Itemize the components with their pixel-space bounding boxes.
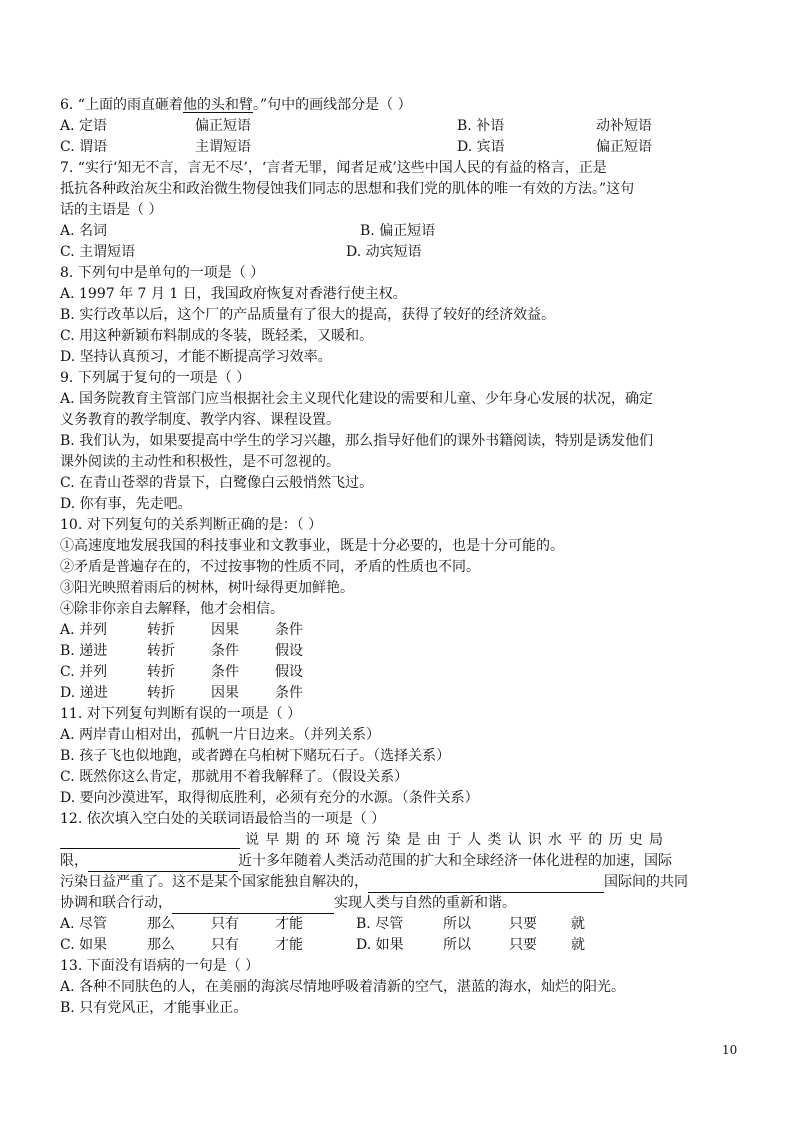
question-9-option-b-line-1: B. 我们认为，如果要提高中学生的学习兴趣，那么指导好他们的课外书籍阅读，特别是诱发他们 — [60, 433, 654, 449]
question-12-options-row-2: C. 如果 那么 只有 才能 D. 如果 所以 只要 就 — [60, 937, 585, 953]
page-number: 10 — [722, 1043, 738, 1057]
question-6-options-row-2: C. 谓语 主谓短语 D. 宾语 偏正短语 — [60, 139, 652, 155]
passage-text: 说早期的环境污染是由于人类认识水平的历史局 — [245, 832, 670, 848]
question-12-options-row-1: A. 尽管 那么 只有 才能 B. 尽管 所以 只要 就 — [60, 916, 585, 932]
question-10-option-a: A. 并列 转折 因果 条件 — [60, 622, 303, 638]
question-13-option-a: A. 各种不同肤色的人，在美丽的海滨尽情地呼吸着清新的空气，湛蓝的海水，灿烂的阳光。 — [60, 979, 626, 995]
question-11-option-b: B. 孩子飞也似地跑，或者蹲在乌桕树下赌玩石子。（选择关系） — [60, 748, 451, 764]
question-10-item-3: ③阳光映照着雨后的树林，树叶绿得更加鲜艳。 — [60, 580, 354, 596]
question-7-options-row-2: C. 主谓短语 D. 动宾短语 — [60, 244, 422, 260]
question-11-option-d: D. 要向沙漠进军，取得彻底胜利，必须有充分的水源。（条件关系） — [60, 790, 479, 806]
underlined-phrase: 他的头和臂 — [182, 97, 253, 113]
question-11-option-c: C. 既然你这么肯定，那就用不着我解释了。（假设关系） — [60, 769, 409, 785]
question-7-line-3: 话的主语是（ ） — [60, 202, 163, 218]
question-9-stem: 9. 下列属于复句的一项是（ ） — [60, 370, 251, 386]
question-12-stem: 12. 依次填入空白处的关联词语最恰当的一项是（ ） — [60, 811, 386, 827]
question-6-options-row-1: A. 定语 偏正短语 B. 补语 动补短语 — [60, 118, 652, 134]
question-7-line-1: 7. “实行‘知无不言，言无不尽’，‘言者无罪，闻者足戒’这些中国人民的有益的格言，正是 — [60, 160, 607, 176]
question-8-option-b: B. 实行改革以后，这个厂的产品质量有了很大的提高，获得了较好的经济效益。 — [60, 307, 556, 323]
question-9-option-a-line-1: A. 国务院教育主管部门应当根据社会主义现代化建设的需要和儿童、少年身心发展的状况，确定 — [60, 391, 654, 407]
question-8-stem: 8. 下列句中是单句的一项是（ ） — [60, 265, 265, 281]
exam-page — [60, 95, 736, 1019]
question-9-option-a-line-2: 义务教育的教学制度、教学内容、课程设置。 — [60, 412, 340, 428]
question-11-stem: 11. 对下列复句判断有误的一项是（ ） — [60, 706, 302, 722]
fill-blank — [368, 877, 604, 893]
question-10-option-c: C. 并列 转折 条件 假设 — [60, 664, 303, 680]
question-6-stem: 6. “上面的雨直砸着他的头和臂。”句中的画线部分是（ ） — [60, 97, 412, 113]
question-7-line-2: 抵抗各种政治灰尘和政治微生物侵蚀我们同志的思想和我们党的肌体的唯一有效的方法。”这句 — [60, 181, 635, 197]
question-10-stem: 10. 对下列复句的关系判断正确的是：（ ） — [60, 517, 323, 533]
question-12-passage-line-4: 协调和联合行动， 实现人类与自然的重新和谐。 — [60, 893, 736, 914]
question-9-option-b-line-2: 课外阅读的主动性和积极性，是不可忽视的。 — [60, 454, 340, 470]
question-13-stem: 13. 下面没有语病的一句是（ ） — [60, 958, 260, 974]
question-8-option-c: C. 用这种新颖布料制成的冬装，既轻柔，又暖和。 — [60, 328, 374, 344]
question-10-option-d: D. 递进 转折 因果 条件 — [60, 685, 303, 701]
fill-blank — [60, 833, 240, 849]
question-7-options-row-1: A. 名词 B. 偏正短语 — [60, 223, 436, 239]
question-13-option-b: B. 只有党风正，才能事业正。 — [60, 1000, 248, 1016]
question-9-option-d: D. 你有事，先走吧。 — [60, 496, 192, 512]
question-9-option-c: C. 在青山苍翠的背景下，白鹭像白云般悄然飞过。 — [60, 475, 374, 491]
question-10-item-2: ②矛盾是普遍存在的，不过按事物的性质不同，矛盾的性质也不同。 — [60, 559, 480, 575]
question-12-passage-line-3: 污染日益严重了。这不是某个国家能独自解决的， 国际间的共同 — [60, 872, 736, 893]
question-12-passage-line-1 — [60, 830, 736, 851]
fill-blank — [88, 856, 238, 872]
question-11-option-a: A. 两岸青山相对出，孤帆一片日边来。（并列关系） — [60, 727, 381, 743]
fill-blank — [172, 898, 334, 914]
question-8-option-a: A. 1997 年 7 月 1 日，我国政府恢复对香港行使主权。 — [60, 286, 407, 302]
question-10-item-1: ①高速度地发展我国的科技事业和文教事业，既是十分必要的，也是十分可能的。 — [60, 538, 564, 554]
question-10-option-b: B. 递进 转折 条件 假设 — [60, 643, 303, 659]
question-12-passage-line-2: 限， 近十多年随着人类活动范围的扩大和全球经济一体化进程的加速，国际 — [60, 851, 736, 872]
question-10-item-4: ④除非你亲自去解释，他才会相信。 — [60, 601, 284, 617]
question-8-option-d: D. 坚持认真预习，才能不断提高学习效率。 — [60, 349, 332, 365]
